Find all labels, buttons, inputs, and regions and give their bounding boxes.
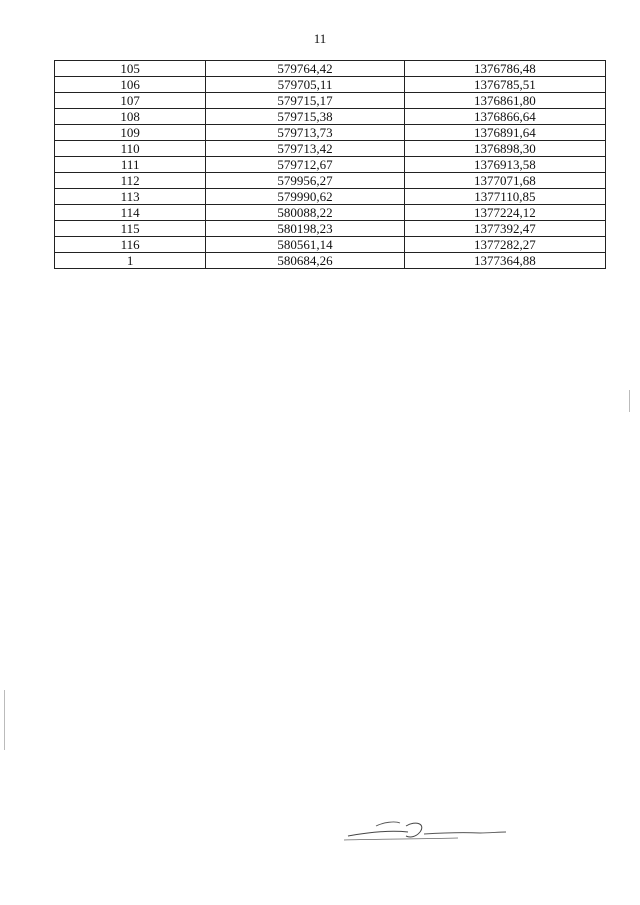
- table-row: [55, 253, 606, 269]
- table-row: [55, 189, 606, 205]
- y-coordinate-cell: 1376785,51: [404, 77, 605, 93]
- x-coordinate-cell: 580198,23: [206, 221, 404, 237]
- table-row: [55, 157, 606, 173]
- signature: [340, 812, 515, 852]
- x-coordinate-cell: 579713,73: [206, 125, 404, 141]
- x-coordinate-cell: 579715,17: [206, 93, 404, 109]
- table-row: [55, 77, 606, 93]
- x-coordinate-cell: 579764,42: [206, 61, 404, 77]
- x-coordinate-cell: 579715,38: [206, 109, 404, 125]
- point-number-cell: 107: [55, 93, 206, 109]
- page-number: 11: [313, 31, 327, 46]
- y-coordinate-cell: 1376866,64: [404, 109, 605, 125]
- point-number-cell: 109: [55, 125, 206, 141]
- table-row: [55, 221, 606, 237]
- x-coordinate-cell: 580684,26: [206, 253, 404, 269]
- point-number-cell: 114: [55, 205, 206, 221]
- point-number-cell: 112: [55, 173, 206, 189]
- y-coordinate-cell: 1377110,85: [404, 189, 605, 205]
- scan-edge-mark: [629, 390, 630, 412]
- table-row: [55, 109, 606, 125]
- x-coordinate-cell: 580561,14: [206, 237, 404, 253]
- x-coordinate-cell: 579705,11: [206, 77, 404, 93]
- coordinates-table: [54, 60, 606, 269]
- point-number-cell: 1: [55, 253, 206, 269]
- coordinates-table-body: [55, 61, 606, 269]
- y-coordinate-cell: 1377224,12: [404, 205, 605, 221]
- y-coordinate-cell: 1377282,27: [404, 237, 605, 253]
- table-row: [55, 93, 606, 109]
- y-coordinate-cell: 1377392,47: [404, 221, 605, 237]
- y-coordinate-cell: 1376913,58: [404, 157, 605, 173]
- point-number-cell: 108: [55, 109, 206, 125]
- table-row: [55, 173, 606, 189]
- y-coordinate-cell: 1376786,48: [404, 61, 605, 77]
- point-number-cell: 106: [55, 77, 206, 93]
- y-coordinate-cell: 1377071,68: [404, 173, 605, 189]
- table-row: [55, 237, 606, 253]
- y-coordinate-cell: 1377364,88: [404, 253, 605, 269]
- point-number-cell: 105: [55, 61, 206, 77]
- point-number-cell: 111: [55, 157, 206, 173]
- x-coordinate-cell: 579712,67: [206, 157, 404, 173]
- point-number-cell: 113: [55, 189, 206, 205]
- x-coordinate-cell: 579956,27: [206, 173, 404, 189]
- y-coordinate-cell: 1376891,64: [404, 125, 605, 141]
- point-number-cell: 115: [55, 221, 206, 237]
- point-number-cell: 110: [55, 141, 206, 157]
- table-row: [55, 125, 606, 141]
- table-row: [55, 61, 606, 77]
- y-coordinate-cell: 1376898,30: [404, 141, 605, 157]
- x-coordinate-cell: 579990,62: [206, 189, 404, 205]
- y-coordinate-cell: 1376861,80: [404, 93, 605, 109]
- x-coordinate-cell: 579713,42: [206, 141, 404, 157]
- table-row: [55, 205, 606, 221]
- x-coordinate-cell: 580088,22: [206, 205, 404, 221]
- scan-edge-mark: [4, 690, 5, 750]
- point-number-cell: 116: [55, 237, 206, 253]
- table-row: [55, 141, 606, 157]
